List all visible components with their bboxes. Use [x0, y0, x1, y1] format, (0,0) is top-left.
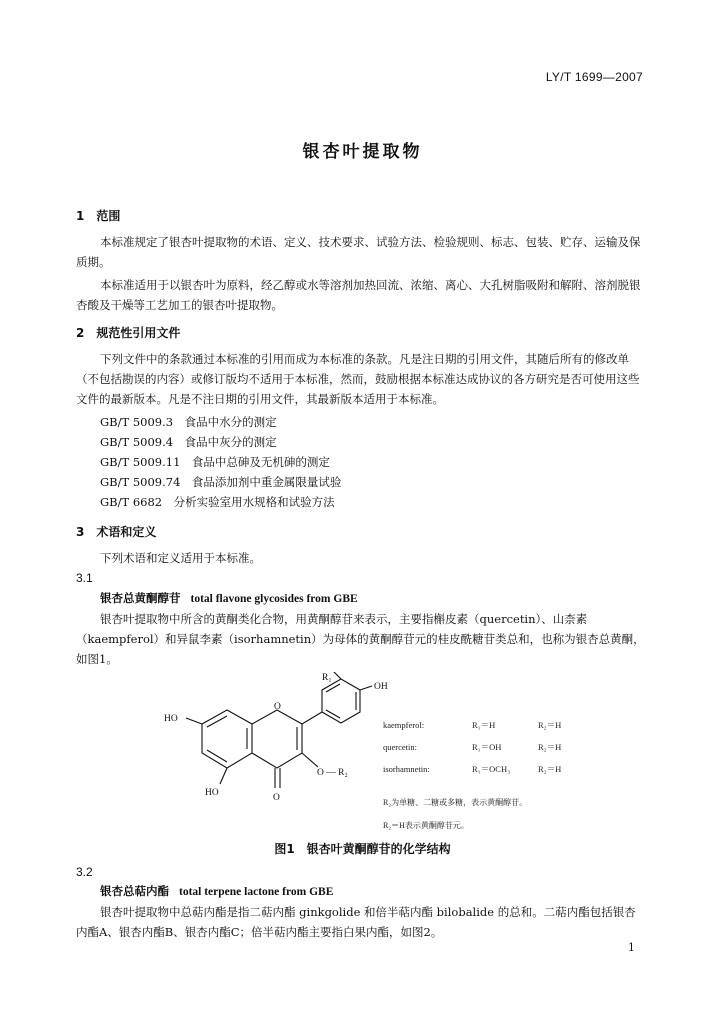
- figure-1-caption: 图1 银杏叶黄酮醇苷的化学结构: [274, 842, 451, 856]
- flavonol-glycoside-structure-diagram: [150, 672, 620, 834]
- o-r2-label: O — R₂: [317, 768, 348, 778]
- reference-item: GB/T 5009.74 食品添加剂中重金属限量试验: [100, 475, 342, 489]
- compound-name: isorhamnetin:: [383, 764, 430, 774]
- section-1-paragraph-1: 本标准规定了银杏叶提取物的术语、定义、技术要求、试验方法、检验规则、标志、包装、贮存、运输及保质期。: [76, 235, 641, 269]
- term-3-1: [100, 590, 358, 606]
- reference-item: GB/T 6682 分析实验室用水规格和试验方法: [100, 495, 335, 509]
- compound-r1: R₁＝H: [472, 720, 496, 730]
- standard-code: LY/T 1699—2007: [545, 70, 643, 84]
- compound-r1: R₁＝OCH₃: [472, 764, 511, 774]
- compound-r2: R₂＝H: [538, 742, 562, 752]
- clause-3-2-number: 3.2: [76, 865, 93, 879]
- compound-name: kaempferol:: [383, 720, 425, 730]
- carbonyl-oxygen-label: O: [273, 793, 280, 803]
- section-1-heading: 1 范围: [76, 209, 121, 223]
- page-title: 银杏叶提取物: [302, 142, 423, 162]
- ho-left-label: HO: [164, 714, 178, 724]
- section-1-paragraph-2: 本标准适用于以银杏叶为原料，经乙醇或水等溶剂加热回流、浓缩、离心、大孔树脂吸附和解附、溶剂脱银杏酸及干燥等工艺加工的银杏叶提取物。: [76, 278, 641, 312]
- compound-r2: R₂＝H: [538, 720, 562, 730]
- reference-item: GB/T 5009.4 食品中灰分的测定: [100, 435, 277, 449]
- r1-label: R₁: [322, 673, 332, 683]
- section-2-heading: 2 规范性引用文件: [76, 326, 181, 340]
- section-2-paragraph-1: 下列文件中的条款通过本标准的引用而成为本标准的条款。凡是注日期的引用文件，其随后所有的修改单（不包括勘误的内容）或修订版均不适用于本标准，然而，鼓励根据本标准达成协议的各方研究是否可使用这些文件的最新版本。凡是不注日期的引用文件，其最新版本适用于本标准。: [76, 352, 640, 406]
- definition-3-2: 银杏叶提取物中总萜内酯是指二萜内酯 ginkgolide 和倍半萜内酯 bilobalide 的总和。二萜内酯包括银杏内酯A、银杏内酯B、银杏内酯C；倍半萜内酯主要指白果内酯，如图2。: [76, 905, 636, 939]
- section-3-heading: 3 术语和定义: [76, 525, 157, 539]
- figure-note: R₂为单糖、二糖或多糖，表示黄酮醇苷。: [383, 798, 528, 807]
- compound-r2: R₂＝H: [538, 764, 562, 774]
- compound-r1: R₁＝OH: [472, 742, 502, 752]
- reference-item: GB/T 5009.11 食品中总砷及无机砷的测定: [100, 455, 330, 469]
- figure-note: R₂＝H表示黄酮醇苷元。: [383, 821, 469, 830]
- term-3-1-en: total flavone glycosides from GBE: [190, 593, 358, 605]
- section-3-paragraph-1: 下列术语和定义适用于本标准。: [100, 551, 261, 565]
- term-3-2-en: total terpene lactone from GBE: [179, 886, 334, 898]
- term-3-1-cn: 银杏总黄酮醇苷: [100, 591, 181, 605]
- term-3-2: [100, 883, 333, 899]
- ring-oxygen-label: O: [274, 702, 281, 712]
- definition-3-1: 银杏叶提取物中所含的黄酮类化合物，用黄酮醇苷来表示，主要指槲皮素（quercetin）、山柰素（kaempferol）和异鼠李素（isorhamnetin）为母体的黄酮醇苷元的桂皮酰糖苷类总和，也称为银杏总黄酮，如图1。: [76, 612, 645, 666]
- term-3-2-cn: 银杏总萜内酯: [100, 884, 169, 898]
- reference-item: GB/T 5009.3 食品中水分的测定: [100, 415, 277, 429]
- page-number: 1: [628, 941, 635, 954]
- compound-name: quercetin:: [383, 742, 417, 752]
- ho-bottom-label: HO: [205, 788, 219, 798]
- oh-top-label: OH: [374, 682, 388, 692]
- clause-3-1-number: 3.1: [76, 571, 93, 585]
